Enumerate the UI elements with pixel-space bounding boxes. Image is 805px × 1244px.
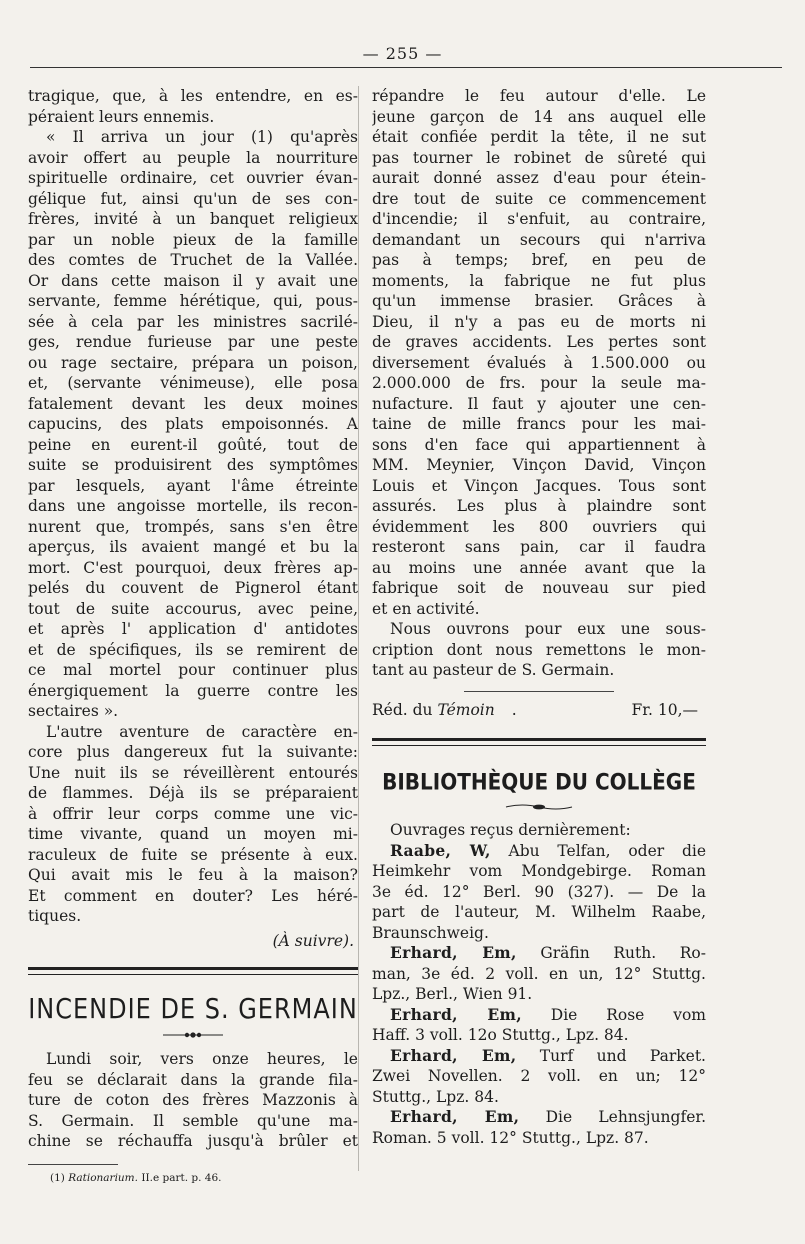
- entry-title: Turf und Parket.: [539, 1046, 706, 1065]
- text-line: MM. Meynier, Vinçon David, Vinçon: [372, 456, 706, 474]
- text-line: Lundi soir, vers onze heures, le: [46, 1050, 358, 1068]
- entry-author: Raabe, W,: [390, 840, 491, 860]
- text-line: Louis et Vinçon Jacques. Tous sont: [372, 476, 706, 495]
- text-line: cription dont nous remettons le mon-: [372, 640, 706, 659]
- donor-dot: .: [511, 700, 517, 719]
- footnote-reference: II.e part. p. 46.: [141, 1171, 222, 1184]
- text-line: Dieu, il n'y a pas eu de morts ni: [372, 312, 706, 331]
- entry-line: Zwei Novellen. 2 voll. en un; 12°: [372, 1067, 706, 1085]
- text-line: Qui avait mis le feu à la maison?: [28, 866, 358, 884]
- bibliography-intro: [372, 820, 706, 841]
- page-number: — 255 —: [362, 44, 443, 63]
- text-line: par lesquels, ayant l'âme étreinte: [28, 476, 358, 495]
- text-line: time vivante, quand un moyen mi-: [28, 825, 358, 843]
- text-line: d'incendie; il s'enfuit, au contraire,: [372, 210, 706, 228]
- text-line: et après l' application d' antidotes: [28, 620, 358, 638]
- bibliography-entry: [372, 1005, 706, 1046]
- text-line: évidemment les 800 ouvriers qui: [372, 517, 706, 536]
- to-be-continued: (À suivre).: [272, 931, 354, 950]
- text-line: dre tout de suite ce commencement: [372, 189, 706, 208]
- text-line: ges, rendue furieuse par une peste: [28, 333, 358, 351]
- text-line: moments, la fabrique ne fut plus: [372, 271, 706, 290]
- entry-author: Erhard, Em,: [390, 1004, 522, 1024]
- text-line: au moins une année avant que la: [372, 558, 706, 577]
- header-rule: [30, 67, 782, 68]
- right-paragraph-2: [372, 619, 706, 681]
- entry-line: [372, 1107, 706, 1128]
- entry-title: Gräfin Ruth. Ro-: [540, 944, 706, 962]
- section-divider-right: [372, 738, 706, 746]
- text-line: par un noble pieux de la famille: [28, 230, 358, 249]
- text-line: chine se réchauffa jusqu'à brûler et: [28, 1132, 358, 1150]
- text-line: taine de mille francs pour les mai-: [372, 415, 706, 433]
- entry-author: Erhard, Em,: [390, 943, 517, 962]
- ornament-flourish-icon: [504, 802, 574, 812]
- footnote-source: Rationarium.: [68, 1171, 138, 1184]
- text-line: dans une angoisse mortelle, ils recon-: [28, 497, 358, 515]
- bibliography-entry: [372, 1107, 706, 1148]
- text-line: frères, invité à un banquet religieux: [28, 210, 358, 228]
- entry-line: part de l'auteur, M. Wilhelm Raabe,: [372, 903, 706, 921]
- text-line: à offrir leur corps comme une vic-: [28, 804, 358, 823]
- text-line: Or dans cette maison il y avait une: [28, 271, 358, 290]
- text-line: Et comment en douter? Les héré-: [28, 886, 358, 905]
- text-line: spirituelle ordinaire, cet ouvrier évan-: [28, 169, 358, 187]
- text-line: de graves accidents. Les pertes sont: [372, 333, 706, 351]
- text-line: « Il arriva un jour (1) qu'après: [46, 128, 358, 146]
- subscription-line: [372, 700, 706, 721]
- entry-title: Die Lehnsjungfer.: [545, 1108, 706, 1126]
- entry-title: Die Rose vom: [550, 1005, 706, 1024]
- text-line: suite se produisirent des symptômes: [28, 456, 358, 474]
- footnote: [28, 1171, 358, 1185]
- text-line: répandre le feu autour d'elle. Le: [372, 87, 706, 105]
- text-line: sée à cela par les ministres sacrilé-: [28, 312, 358, 331]
- section-title-incendie: INCENDIE DE S. GERMAIN: [28, 992, 358, 1026]
- text-line: avoir offert au peuple la nourriture: [28, 148, 358, 167]
- right-paragraph-1: [372, 86, 706, 619]
- text-line: diversement évalués à 1.500.000 ou: [372, 353, 706, 372]
- ornament-divider-icon: [163, 1031, 223, 1039]
- bibliography-entry: [372, 1046, 706, 1108]
- text-line: fatalement devant les deux moines: [28, 394, 358, 413]
- text-line: pas à temps; bref, en peu de: [372, 251, 706, 269]
- section-divider: [28, 967, 358, 975]
- text-line: 2.000.000 de frs. pour la seule ma-: [372, 374, 706, 392]
- subscription-amount: Fr. 10,—: [631, 700, 698, 719]
- subscription-donor: [372, 700, 517, 721]
- text-line: énergiquement la guerre contre les: [28, 681, 358, 700]
- text-line: pas tourner le robinet de sûreté qui: [372, 148, 706, 167]
- left-paragraph-3: [28, 722, 358, 927]
- left-paragraph-1: [28, 86, 358, 127]
- left-column: [28, 86, 358, 1185]
- left-paragraph-2: [28, 127, 358, 722]
- donor-label: Réd. du: [372, 700, 433, 719]
- bibliography-entry: [372, 943, 706, 1005]
- entry-line: [372, 1005, 706, 1026]
- text-line: resteront sans pain, car il faudra: [372, 538, 706, 556]
- right-column: [372, 86, 706, 1148]
- subscription-rule: [464, 691, 614, 692]
- donor-journal: Témoin: [437, 700, 495, 719]
- footnote-rule: [28, 1164, 118, 1165]
- bibliography-entry: [372, 841, 706, 944]
- text-line: mort. C'est pourquoi, deux frères ap-: [28, 558, 358, 577]
- text-line: péraient leurs ennemis.: [28, 107, 215, 126]
- entry-line: Lpz., Berl., Wien 91.: [372, 985, 533, 1003]
- text-line: nurent que, trompés, sans s'en être: [28, 517, 358, 536]
- text-line: aperçus, ils avaient mangé et bu la: [28, 538, 358, 556]
- text-line: sectaires ».: [28, 702, 119, 720]
- entry-line: [372, 841, 706, 862]
- text-line: Une nuit ils se réveillèrent entourés: [28, 763, 358, 782]
- text-line: qu'un immense brasier. Grâces à: [372, 292, 706, 310]
- text-line: était confiée perdit la tête, il ne sut: [372, 128, 706, 146]
- entry-line: 3e éd. 12° Berl. 90 (327). — De la: [372, 882, 706, 901]
- text-line: Nous ouvrons pour eux une sous-: [390, 620, 706, 638]
- text-line: peine en eurent-il goûté, tout de: [28, 435, 358, 454]
- text-line: nufacture. Il faut y ajouter une cen-: [372, 394, 706, 413]
- text-line: aurait donné assez d'eau pour étein-: [372, 169, 706, 187]
- entry-line: Braunschweig.: [372, 923, 489, 942]
- footnote-marker: (1): [50, 1171, 65, 1184]
- text-line: core plus dangereux fut la suivante:: [28, 743, 358, 761]
- text-line: pelés du couvent de Pignerol étant: [28, 579, 358, 597]
- text-line: et, (servante vénimeuse), elle posa: [28, 374, 358, 392]
- text-line: tout de suite accourus, avec peine,: [28, 599, 358, 618]
- text-line: de flammes. Déjà ils se préparaient: [28, 784, 358, 802]
- text-line: tragique, que, à les entendre, en es-: [28, 87, 358, 105]
- text-line: capucins, des plats empoisonnés. A: [28, 415, 358, 433]
- text-line: fabrique soit de nouveau sur pied: [372, 579, 706, 597]
- text-line: feu se déclarait dans la grande fila-: [28, 1070, 358, 1089]
- text-line: servante, femme hérétique, qui, pous-: [28, 292, 358, 310]
- text-line: tiques.: [28, 907, 82, 925]
- entry-line: [372, 943, 706, 964]
- column-divider: [358, 86, 359, 1171]
- text-line: ce mal mortel pour continuer plus: [28, 661, 358, 679]
- entry-line: Heimkehr vom Mondgebirge. Roman: [372, 862, 706, 880]
- text-line: assurés. Les plus à plaindre sont: [372, 497, 706, 515]
- text-line: ture de coton des frères Mazzonis à: [28, 1091, 358, 1109]
- left-paragraph-4: [28, 1049, 358, 1152]
- text-line: gélique fut, ainsi qu'un de ses con-: [28, 189, 358, 208]
- text-line: et de spécifiques, ils se remirent de: [28, 640, 358, 659]
- text-line: tant au pasteur de S. Germain.: [372, 661, 615, 679]
- entry-line: man, 3e éd. 2 voll. en un, 12° Stuttg.: [372, 964, 706, 983]
- text-line: demandant un secours qui n'arriva: [372, 230, 706, 249]
- entry-title: Abu Telfan, oder die: [508, 841, 706, 860]
- bibliography-list: [372, 841, 706, 1149]
- text-line: S. Germain. Il semble qu'une ma-: [28, 1111, 358, 1130]
- entry-author: Erhard, Em,: [390, 1107, 520, 1126]
- entry-line: Haff. 3 voll. 12o Stuttg., Lpz. 84.: [372, 1026, 629, 1044]
- text-line: raculeux de fuite se présente à eux.: [28, 845, 358, 864]
- text-line: des comtes de Truchet de la Vallée.: [28, 251, 358, 269]
- text-line: jeune garçon de 14 ans auquel elle: [372, 107, 706, 126]
- section-title-bibliotheque: BIBLIOTHÈQUE DU COLLÈGE: [382, 768, 696, 796]
- text-line: sons d'en face qui appartiennent à: [372, 435, 706, 454]
- entry-line: Stuttg., Lpz. 84.: [372, 1087, 499, 1106]
- entry-author: Erhard, Em,: [390, 1045, 517, 1065]
- text-line: ou rage sectaire, prépara un poison,: [28, 353, 358, 372]
- text-line: L'autre aventure de caractère en-: [46, 722, 358, 741]
- entry-line: Roman. 5 voll. 12° Stuttg., Lpz. 87.: [372, 1128, 649, 1147]
- text-line: et en activité.: [372, 599, 480, 618]
- entry-line: [372, 1046, 706, 1067]
- intro-line: Ouvrages reçus dernièrement:: [390, 821, 631, 839]
